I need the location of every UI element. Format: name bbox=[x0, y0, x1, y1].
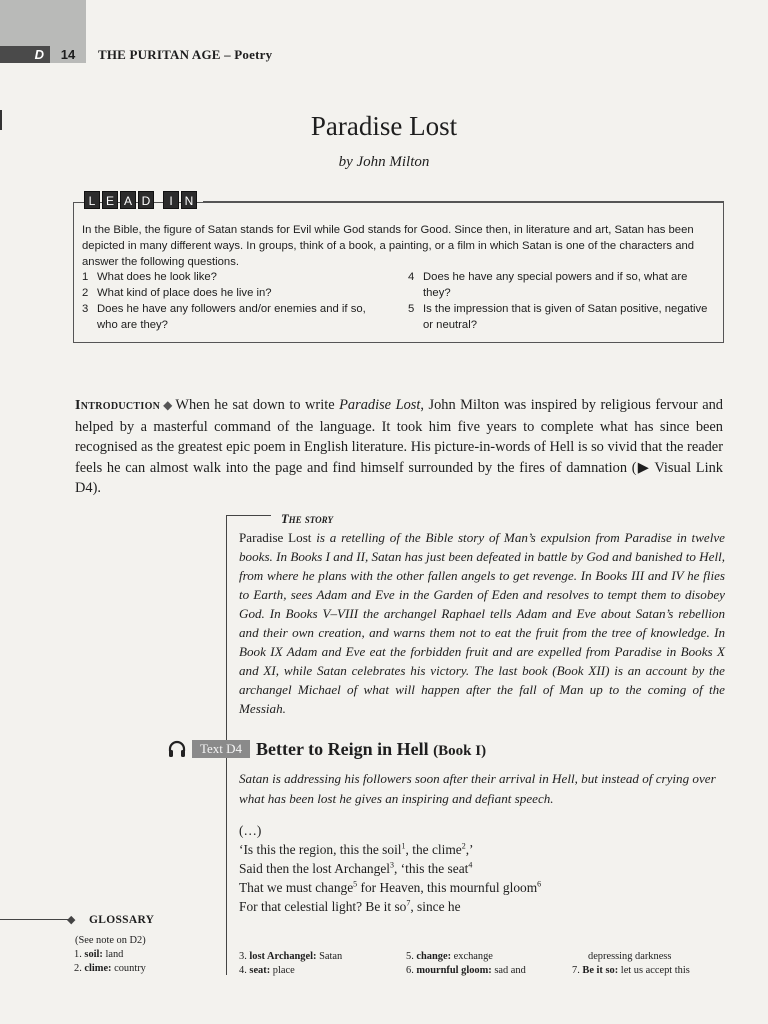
diamond-icon: ◆ bbox=[163, 398, 173, 412]
corner-graphic bbox=[0, 0, 86, 46]
story-text: Paradise Lost is a retelling of the Bible story of Man’s expulsion from Paradise in twelve books. In Books I and II, Satan has just been defeated in battle by God and banished to Hell, from where he plans with the other fallen angels to get revenge. In Books III and IV he flies to Earth, sees Adam and Eve in the Garden of Eden and resolves to tempt them to disobey God. In Books V–VIII the archangel Raphael tells Adam and Eve about Satan’s rebellion and their own creation, and warns them not to eat the fruit from the tree of knowledge. In Book IX Adam and Eve eat the forbidden fruit and are expelled from Paradise in Books X and XI, while Satan celebrates his victory. The last book (Book XII) is an account by the archangel Michael of what will happen after the fall of Man up to the coming of the Messiah. bbox=[239, 530, 725, 716]
running-title: THE PURITAN AGE – Poetry bbox=[98, 47, 273, 62]
author-line: by John Milton bbox=[338, 154, 430, 170]
poem-line: (…) bbox=[239, 823, 262, 838]
glossary-note: (See note on D2) bbox=[75, 935, 146, 946]
glossary-heading: GLOSSARY bbox=[89, 914, 155, 926]
diamond-icon: ◆ bbox=[67, 914, 76, 926]
question-item: 5 Is the impression that is given of Satan positive, negative or neutral? bbox=[408, 303, 708, 331]
section-tab: D bbox=[0, 46, 50, 63]
lead-in-tile: D bbox=[138, 191, 154, 209]
glossary-item: 3. lost Archangel: Satan bbox=[239, 951, 343, 962]
lead-in-tiles bbox=[84, 191, 197, 209]
glossary-item: 4. seat: place bbox=[239, 965, 295, 976]
story-rule bbox=[226, 515, 271, 516]
lead-in-tile: A bbox=[120, 191, 136, 209]
glossary-item: 2. clime: country bbox=[74, 963, 146, 974]
poem-line: Said then the lost Archangel$^3$, ‘this the seat$^4$ bbox=[239, 860, 473, 876]
introduction-heading: Introduction bbox=[75, 398, 161, 413]
section-title: Better to Reign in Hell (Book I) bbox=[256, 739, 487, 759]
glossary-item: 6. mournful gloom: sad and bbox=[406, 965, 526, 976]
page-number: 14 bbox=[50, 46, 86, 63]
question-item: 3 Does he have any followers and/or enemies and if so, who are they? bbox=[82, 303, 366, 331]
glossary-item: 1. soil: land bbox=[74, 949, 124, 960]
introduction-paragraph: Introduction ◆ When he sat down to write Paradise Lost, John Milton was inspired by religious fervour and helped by a masterful command of the language. It took him five years to complete what has since been recognised as the greatest epic poem in English literature. His picture-in-words of Hell is so vivid that the reader feels he can almost walk into the page and find himself surrounded by the fires of damnation (▶ Visual Link D4). bbox=[75, 397, 723, 496]
poem-extract bbox=[239, 821, 541, 916]
question-item: 4 Does he have any special powers and if so, what are they? bbox=[408, 271, 688, 299]
poem-line: ‘Is this the region, this the soil$^1$, the clime$^2$,’ bbox=[239, 841, 474, 857]
glossary-item: depressing darkness bbox=[588, 951, 672, 962]
glossary-rule bbox=[0, 919, 68, 920]
page-title: Paradise Lost bbox=[310, 111, 458, 141]
poem-line: That we must change$^5$ for Heaven, this mournful gloom$^6$ bbox=[239, 879, 542, 895]
lead-in-tile: L bbox=[84, 191, 100, 209]
lead-in-tile: E bbox=[102, 191, 118, 209]
story-heading: The story bbox=[281, 512, 333, 526]
section-intro: Satan is addressing his followers soon after their arrival in Hell, but instead of crying over what has been lost he gives an inspiring and defiant speech. bbox=[239, 771, 716, 806]
question-item: 2 What kind of place does he live in? bbox=[82, 287, 272, 299]
lead-in-text: In the Bible, the figure of Satan stands for Evil while God stands for Good. Since then, in literature and art, Satan has been depicted in many different ways. In groups, think of a book, a painting, or a film in which Satan is one of the characters and answer the following questions. bbox=[82, 224, 695, 268]
lead-in-tile: N bbox=[181, 191, 197, 209]
lead-in-rule bbox=[203, 201, 724, 202]
lead-in-tile: I bbox=[163, 191, 179, 209]
text-badge: Text D4 bbox=[192, 740, 250, 758]
headphones-icon[interactable] bbox=[167, 739, 187, 759]
poem-line: For that celestial light? Be it $so^7$, since he bbox=[239, 898, 461, 914]
glossary-item: 7. Be it so: let us accept this bbox=[572, 965, 690, 976]
glossary-item: 5. change: exchange bbox=[406, 951, 493, 962]
question-item: 1 What does he look like? bbox=[82, 271, 217, 283]
